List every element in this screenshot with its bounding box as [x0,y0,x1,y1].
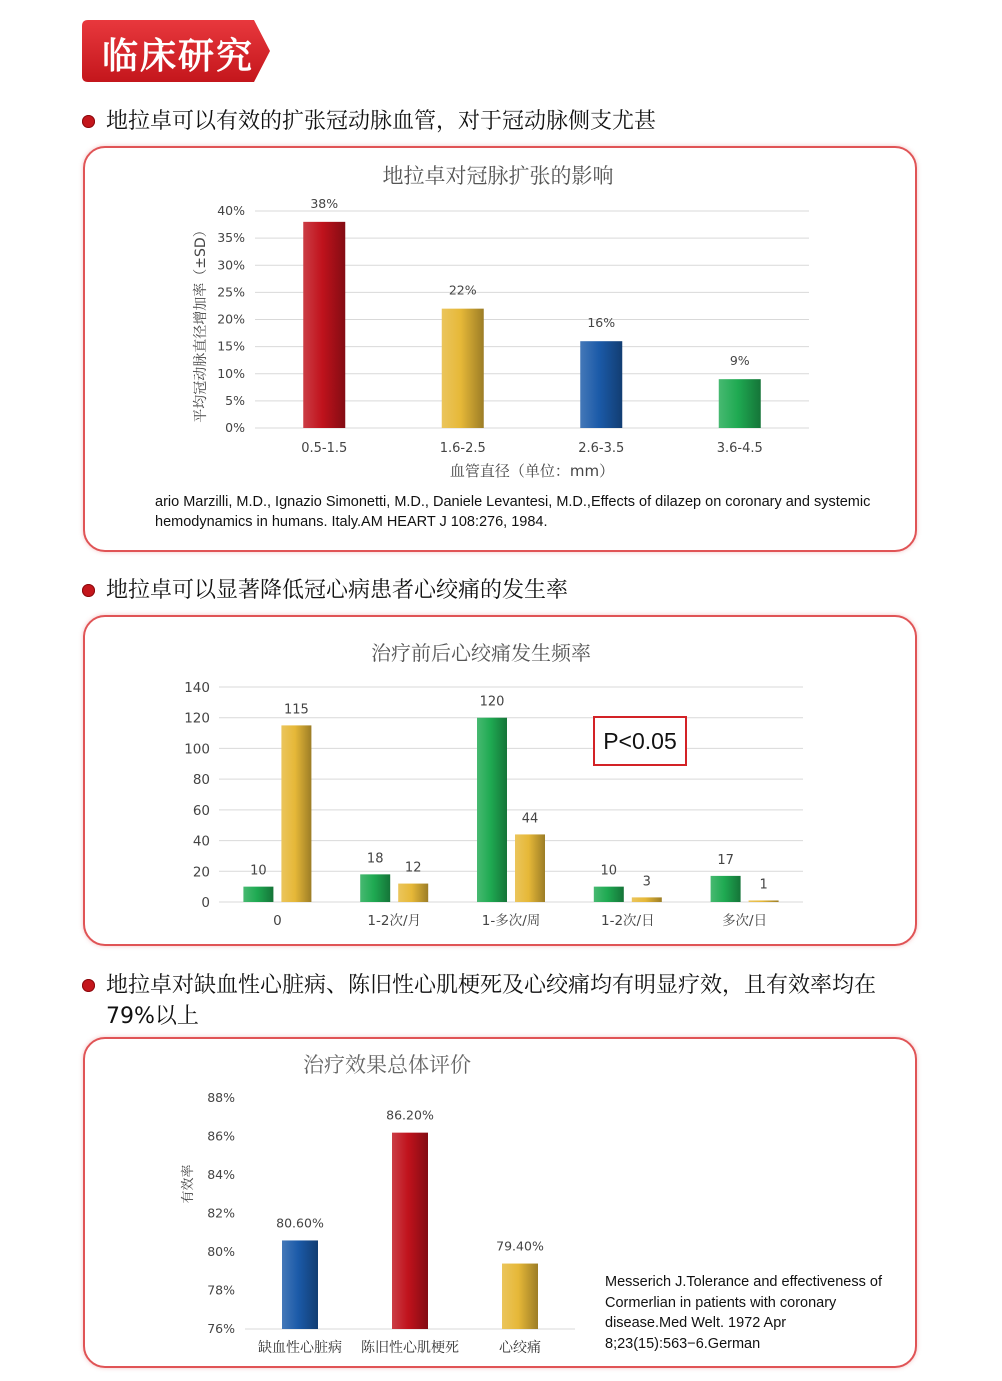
y-tick-label: 80 [192,772,210,789]
citation-3: Messerich J.Tolerance and effectiveness of Cormerlian in patients with coronary disease.Med Welt. 1972 Apr 8;23(15):563−6.German [605,1274,882,1352]
y-tick-label: 20% [217,311,245,327]
chart-title: 治疗前后心绞痛发生频率 [371,641,591,665]
data-label: 22% [448,282,477,298]
data-label: 3 [642,874,651,890]
y-tick-label: 80% [207,1244,235,1259]
bar [303,222,345,428]
data-label: 120 [479,694,505,710]
data-label: 9% [729,353,750,369]
data-label: 10 [600,863,618,879]
y-tick-label: 10% [217,365,245,381]
y-tick-label: 88% [207,1090,235,1105]
data-label: 44 [521,811,539,827]
y-tick-label: 40 [192,833,210,850]
heading-2-text: 地拉卓可以显著降低冠心病患者心绞痛的发生率 [106,578,569,603]
data-label: 10 [250,863,267,879]
chart-card-efficacy [83,1037,917,1368]
data-label: 86.20% [386,1107,434,1123]
y-tick-label: 140 [184,680,210,696]
bar [243,887,273,902]
chart-title: 地拉卓对冠脉扩张的影响 [382,164,614,188]
y-tick-label: 20 [192,864,210,881]
bar [594,887,624,902]
bar [398,884,428,902]
y-tick-label: 40% [217,203,245,218]
x-tick-label: 1.6-2.5 [439,441,486,456]
y-tick-label: 35% [217,230,245,246]
bar [719,379,761,428]
data-label: 38% [310,195,339,211]
y-tick-label: 30% [217,257,245,273]
y-tick-label: 78% [207,1282,235,1298]
bar [580,341,622,428]
y-tick-label: 15% [217,338,245,354]
y-tick-label: 84% [207,1167,235,1182]
data-label: 80.60% [276,1215,324,1231]
bar [749,900,779,902]
x-tick-label: 1-2次/月 [367,913,422,929]
x-tick-label: 多次/日 [722,913,768,929]
y-tick-label: 120 [184,710,210,727]
bullet-icon [82,979,95,992]
x-tick-label: 0 [273,913,282,929]
bar [442,309,484,428]
x-tick-label: 3.6-4.5 [716,441,763,456]
bar [711,876,741,902]
bullet-icon [82,115,95,128]
data-label: 1 [759,877,768,893]
section-title: 临床研究 [102,36,255,77]
bar [632,897,662,902]
bar [477,718,507,902]
x-tick-label: 心绞痛 [499,1340,541,1356]
bar [392,1133,428,1329]
x-tick-label: 1-2次/日 [600,913,655,929]
y-tick-label: 76% [207,1321,235,1336]
p-value-annotation: P<0.05 [593,716,687,766]
chart-card-angina [83,615,917,946]
bar [281,725,311,902]
data-label: 17 [717,852,734,868]
chart-title: 治疗效果总体评价 [303,1053,471,1077]
bar [360,874,390,902]
y-tick-label: 5% [225,392,245,408]
y-axis-label: 平均冠动脉直径增加率（±SD） [193,223,209,423]
chart-angina-frequency [85,617,915,944]
y-tick-label: 100 [184,741,210,758]
x-tick-label: 陈旧性心肌梗死 [361,1340,459,1356]
bullet-icon [82,584,95,597]
heading-1-text: 地拉卓可以有效的扩张冠动脉血管，对于冠动脉侧支尤甚 [106,109,657,134]
citation-1: ario Marzilli, M.D., Ignazio Simonetti, M.D., Daniele Levantesi, M.D.,Effects of dilazep on coronary and systemic hemodynamics in humans. Italy.AM HEART J 108:276, 1984. [155,494,871,530]
y-axis-label: 有效率 [181,1164,196,1204]
x-axis-label: 血管直径（单位：mm） [449,462,615,480]
heading-1 [82,106,896,137]
chart-dilation [85,148,915,550]
bar [502,1264,538,1329]
data-label: 79.40% [496,1238,544,1254]
heading-3 [82,970,896,1032]
heading-2 [82,575,896,606]
x-tick-label: 缺血性心脏病 [258,1340,342,1356]
section-banner [82,20,270,82]
x-tick-label: 1-多次/周 [481,913,541,929]
y-tick-label: 25% [217,284,245,300]
x-tick-label: 0.5-1.5 [301,441,348,456]
bar [515,834,545,902]
y-tick-label: 0% [225,420,245,435]
data-label: 115 [283,702,309,718]
data-label: 18 [366,851,384,867]
chart-card-dilation [83,146,917,552]
heading-3-text: 地拉卓对缺血性心脏病、陈旧性心肌梗死及心绞痛均有明显疗效，且有效率均在79%以上 [106,973,877,1029]
data-label: 12 [404,860,422,876]
y-tick-label: 60 [192,802,210,819]
bar [282,1240,318,1329]
x-tick-label: 2.6-3.5 [578,441,625,456]
y-tick-label: 82% [207,1205,235,1221]
y-tick-label: 86% [207,1128,235,1144]
data-label: 16% [587,315,616,331]
y-tick-label: 0 [201,895,210,911]
